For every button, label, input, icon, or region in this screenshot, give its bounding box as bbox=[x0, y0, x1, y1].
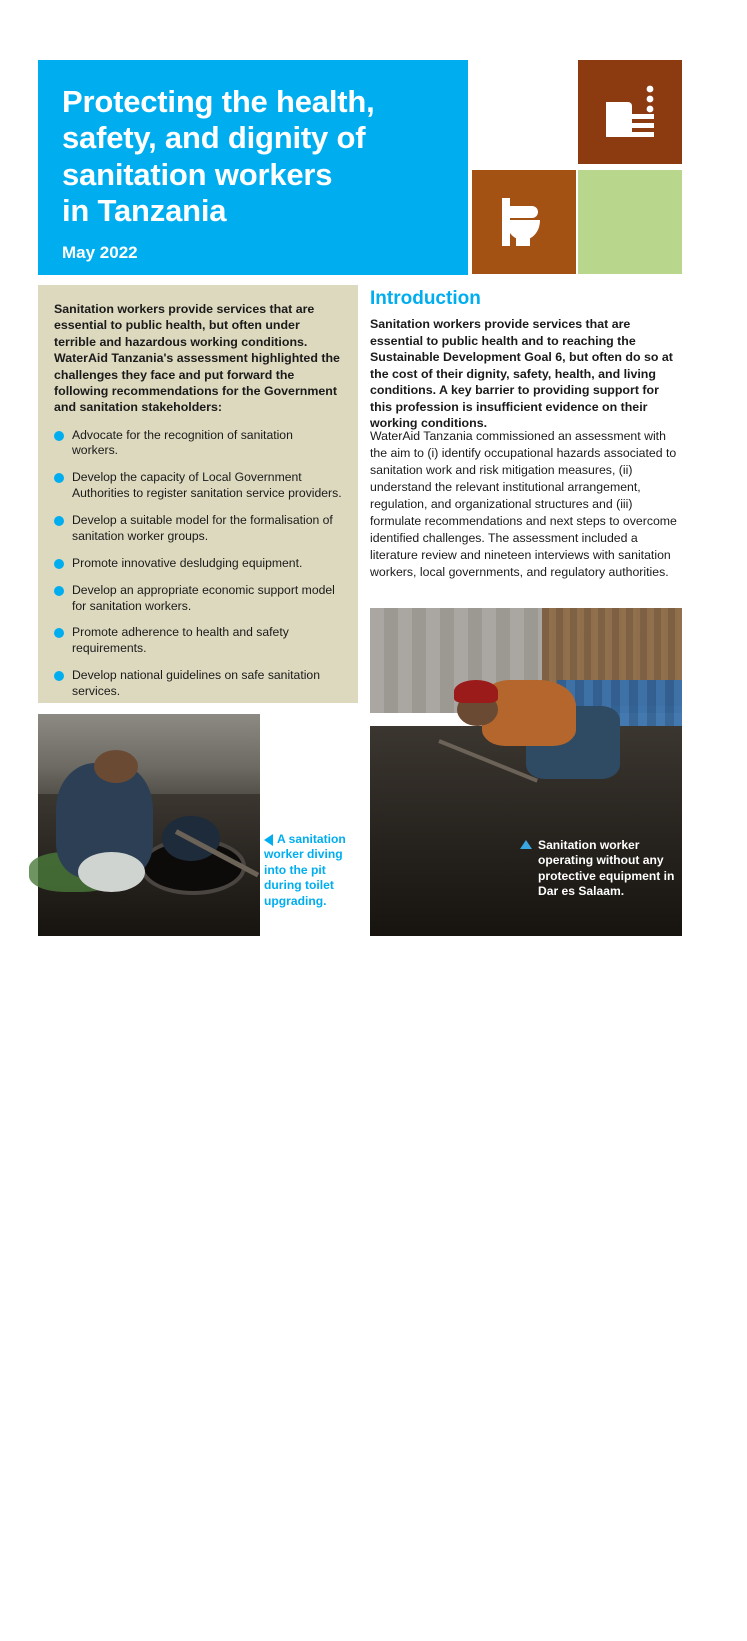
caption-left-text: A sanitation worker diving into the pit during toilet upgrading. bbox=[264, 832, 346, 908]
photo-worker-cap bbox=[454, 680, 498, 703]
list-item-text: Develop national guidelines on safe sanitation services. bbox=[72, 668, 320, 698]
page-title bbox=[62, 84, 444, 229]
introduction-body: WaterAid Tanzania commissioned an assessment with the aim to (i) identify occupational hazards associated to sanitation work and risk mitigation measures, (ii) understand the relevant institutional arrangement, regulation, and organizational structures and (iii) formulate recommendations and next steps to overcome identified challenges. The assessment included a literature review and nineteen interviews with sanitation workers, local governments, and regulatory authorities. bbox=[370, 429, 677, 579]
bullet-icon bbox=[54, 473, 64, 483]
title-block bbox=[38, 60, 468, 275]
logo-square-toilet bbox=[472, 170, 576, 274]
publication-date: May 2022 bbox=[62, 243, 138, 263]
bullet-icon bbox=[54, 586, 64, 596]
list-item bbox=[54, 513, 342, 545]
list-item bbox=[54, 428, 342, 460]
list-item-text: Promote innovative desludging equipment. bbox=[72, 555, 303, 570]
document-lines-icon bbox=[578, 60, 682, 164]
photo-sanitation-worker-pit bbox=[38, 714, 287, 1641]
photo-person-head bbox=[94, 750, 138, 783]
triangle-up-icon bbox=[520, 840, 532, 849]
list-item-text: Develop an appropriate economic support model for sanitation workers. bbox=[72, 582, 335, 613]
caption-right bbox=[538, 838, 682, 900]
title-line-2: safety, and dignity of bbox=[62, 120, 366, 156]
toilet-icon bbox=[472, 170, 576, 274]
list-item bbox=[54, 583, 342, 615]
bullet-icon bbox=[54, 516, 64, 526]
list-item-text: Develop a suitable model for the formalisation of sanitation worker groups. bbox=[72, 513, 333, 543]
list-item bbox=[54, 556, 342, 572]
photo-credit: WaterAid/Severine Allute bbox=[736, 1429, 747, 1537]
introduction-heading: Introduction bbox=[370, 288, 481, 309]
list-item-text: Advocate for the recognition of sanitation workers. bbox=[72, 427, 293, 458]
list-item bbox=[54, 470, 342, 502]
list-item bbox=[54, 668, 342, 700]
title-line-3: sanitation workers bbox=[62, 156, 333, 192]
caption-right-text: Sanitation worker operating without any protective equipment in Dar es Salaam. bbox=[538, 838, 675, 899]
introduction-lead: Sanitation workers provide services that are essential to public health and to reaching the Sustainable Development Goal 6, but often do so at the cost of their dignity, safety, health, and living conditions. A key barrier to providing support for this profession is insufficient evidence on their working conditions. bbox=[370, 317, 673, 430]
recommendations-box bbox=[38, 285, 358, 703]
list-item-text: Promote adherence to health and safety requirements. bbox=[72, 625, 289, 656]
bullet-icon bbox=[54, 671, 64, 681]
list-item-text: Develop the capacity of Local Government Authorities to register sanitation service providers. bbox=[72, 470, 342, 501]
photo-credit: WaterAid/Severine Allute bbox=[276, 1533, 287, 1641]
title-line-1: Protecting the health, bbox=[62, 84, 375, 119]
list-item bbox=[54, 625, 342, 657]
bullet-icon bbox=[54, 559, 64, 569]
triangle-left-icon bbox=[264, 834, 273, 846]
title-line-4: in Tanzania bbox=[62, 192, 227, 228]
logo-square-document bbox=[578, 60, 682, 164]
recommendations-list bbox=[54, 428, 342, 700]
photo-bucket bbox=[78, 852, 145, 892]
bullet-icon bbox=[54, 431, 64, 441]
recommendations-intro: Sanitation workers provide services that are essential to public health, but often under terrible and hazardous working conditions. WaterAid Tanzania's assessment highlighted the challenges they face and put forward the following recommendations for the Government and sanitation stakeholders: bbox=[54, 302, 340, 415]
caption-left bbox=[264, 832, 360, 909]
bullet-icon bbox=[54, 628, 64, 638]
logo-square-green bbox=[578, 170, 682, 274]
